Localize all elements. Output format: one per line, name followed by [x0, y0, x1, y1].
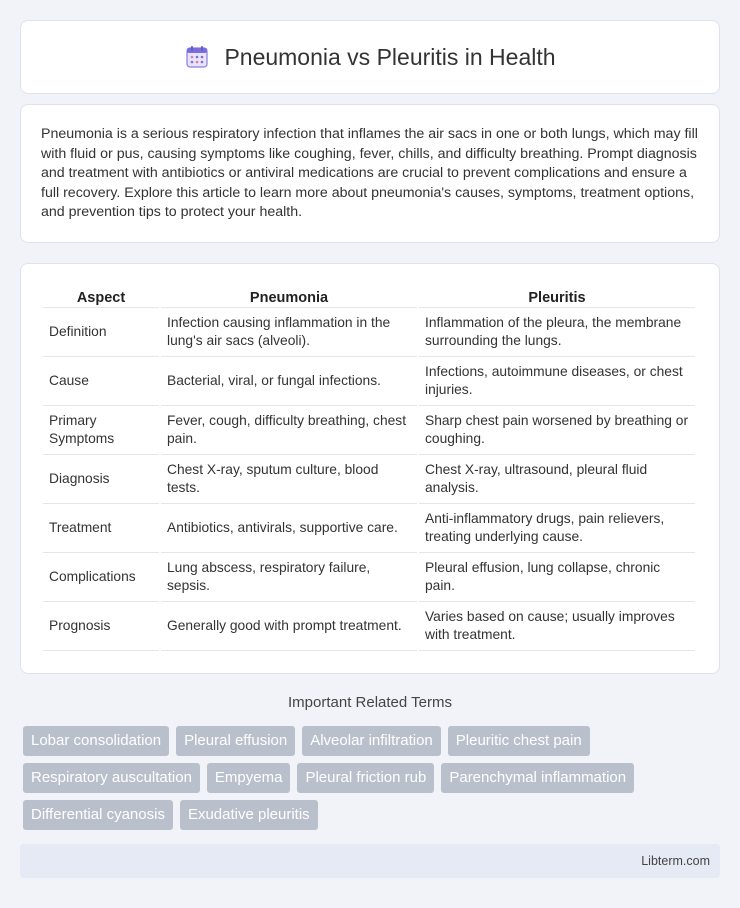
row-aspect: Cause	[43, 357, 159, 406]
term-tag[interactable]: Pleural friction rub	[297, 763, 434, 793]
row-pleuritis: Sharp chest pain worsened by breathing or coughing.	[419, 406, 695, 455]
row-pleuritis: Varies based on cause; usually improves with treatment.	[419, 602, 695, 651]
term-tag[interactable]: Exudative pleuritis	[180, 800, 318, 830]
row-aspect: Primary Symptoms	[43, 406, 159, 455]
footer	[20, 844, 720, 878]
row-pneumonia: Generally good with prompt treatment.	[161, 602, 417, 651]
row-aspect: Definition	[43, 308, 159, 357]
table-row	[43, 553, 695, 602]
term-tag[interactable]: Lobar consolidation	[23, 726, 169, 756]
header-aspect: Aspect	[43, 280, 159, 308]
row-pleuritis: Infections, autoimmune diseases, or chest injuries.	[419, 357, 695, 406]
term-tag[interactable]: Empyema	[207, 763, 291, 793]
row-aspect: Treatment	[43, 504, 159, 553]
calendar-icon	[184, 44, 210, 70]
row-aspect: Prognosis	[43, 602, 159, 651]
row-aspect: Diagnosis	[43, 455, 159, 504]
table-row	[43, 455, 695, 504]
row-pneumonia: Antibiotics, antivirals, supportive care.	[161, 504, 417, 553]
header-card	[20, 20, 720, 94]
row-pleuritis: Chest X-ray, ultrasound, pleural fluid analysis.	[419, 455, 695, 504]
term-tag[interactable]: Pleural effusion	[176, 726, 295, 756]
row-pneumonia: Fever, cough, difficulty breathing, chest pain.	[161, 406, 417, 455]
row-pneumonia: Lung abscess, respiratory failure, sepsis.	[161, 553, 417, 602]
intro-text: Pneumonia is a serious respiratory infection that inflames the air sacs in one or both lungs, which may fill with fluid or pus, causing symptoms like coughing, fever, chills, and difficulty breathing. Prompt diagnosis and treatment with antibiotics or antiviral medications are crucial to prevent complications and ensure a full recovery. Explore this article to learn more about pneumonia's causes, symptoms, treatment options, and prevention tips to protect your health.	[41, 126, 698, 221]
intro-card	[20, 104, 720, 243]
row-pneumonia: Bacterial, viral, or fungal infections.	[161, 357, 417, 406]
table-header-row	[43, 280, 695, 308]
table-row	[43, 357, 695, 406]
term-tag[interactable]: Differential cyanosis	[23, 800, 173, 830]
table-row	[43, 308, 695, 357]
row-pneumonia: Chest X-ray, sputum culture, blood tests.	[161, 455, 417, 504]
table-row	[43, 602, 695, 651]
term-tag[interactable]: Pleuritic chest pain	[448, 726, 590, 756]
row-pleuritis: Anti-inflammatory drugs, pain relievers, treating underlying cause.	[419, 504, 695, 553]
related-terms-list	[23, 726, 723, 830]
header-pleuritis: Pleuritis	[419, 280, 695, 308]
row-aspect: Complications	[43, 553, 159, 602]
page-title: Pneumonia vs Pleuritis in Health	[224, 43, 556, 70]
row-pleuritis: Pleural effusion, lung collapse, chronic pain.	[419, 553, 695, 602]
row-pleuritis: Inflammation of the pleura, the membrane surrounding the lungs.	[419, 308, 695, 357]
table-row	[43, 504, 695, 553]
related-terms-title: Important Related Terms	[288, 694, 452, 711]
term-tag[interactable]: Alveolar infiltration	[302, 726, 441, 756]
comparison-table	[41, 280, 697, 651]
footer-site-link[interactable]: Libterm.com	[641, 854, 710, 868]
term-tag[interactable]: Parenchymal inflammation	[441, 763, 634, 793]
comparison-card	[20, 263, 720, 674]
header-pneumonia: Pneumonia	[161, 280, 417, 308]
table-row	[43, 406, 695, 455]
row-pneumonia: Infection causing inflammation in the lung's air sacs (alveoli).	[161, 308, 417, 357]
term-tag[interactable]: Respiratory auscultation	[23, 763, 200, 793]
